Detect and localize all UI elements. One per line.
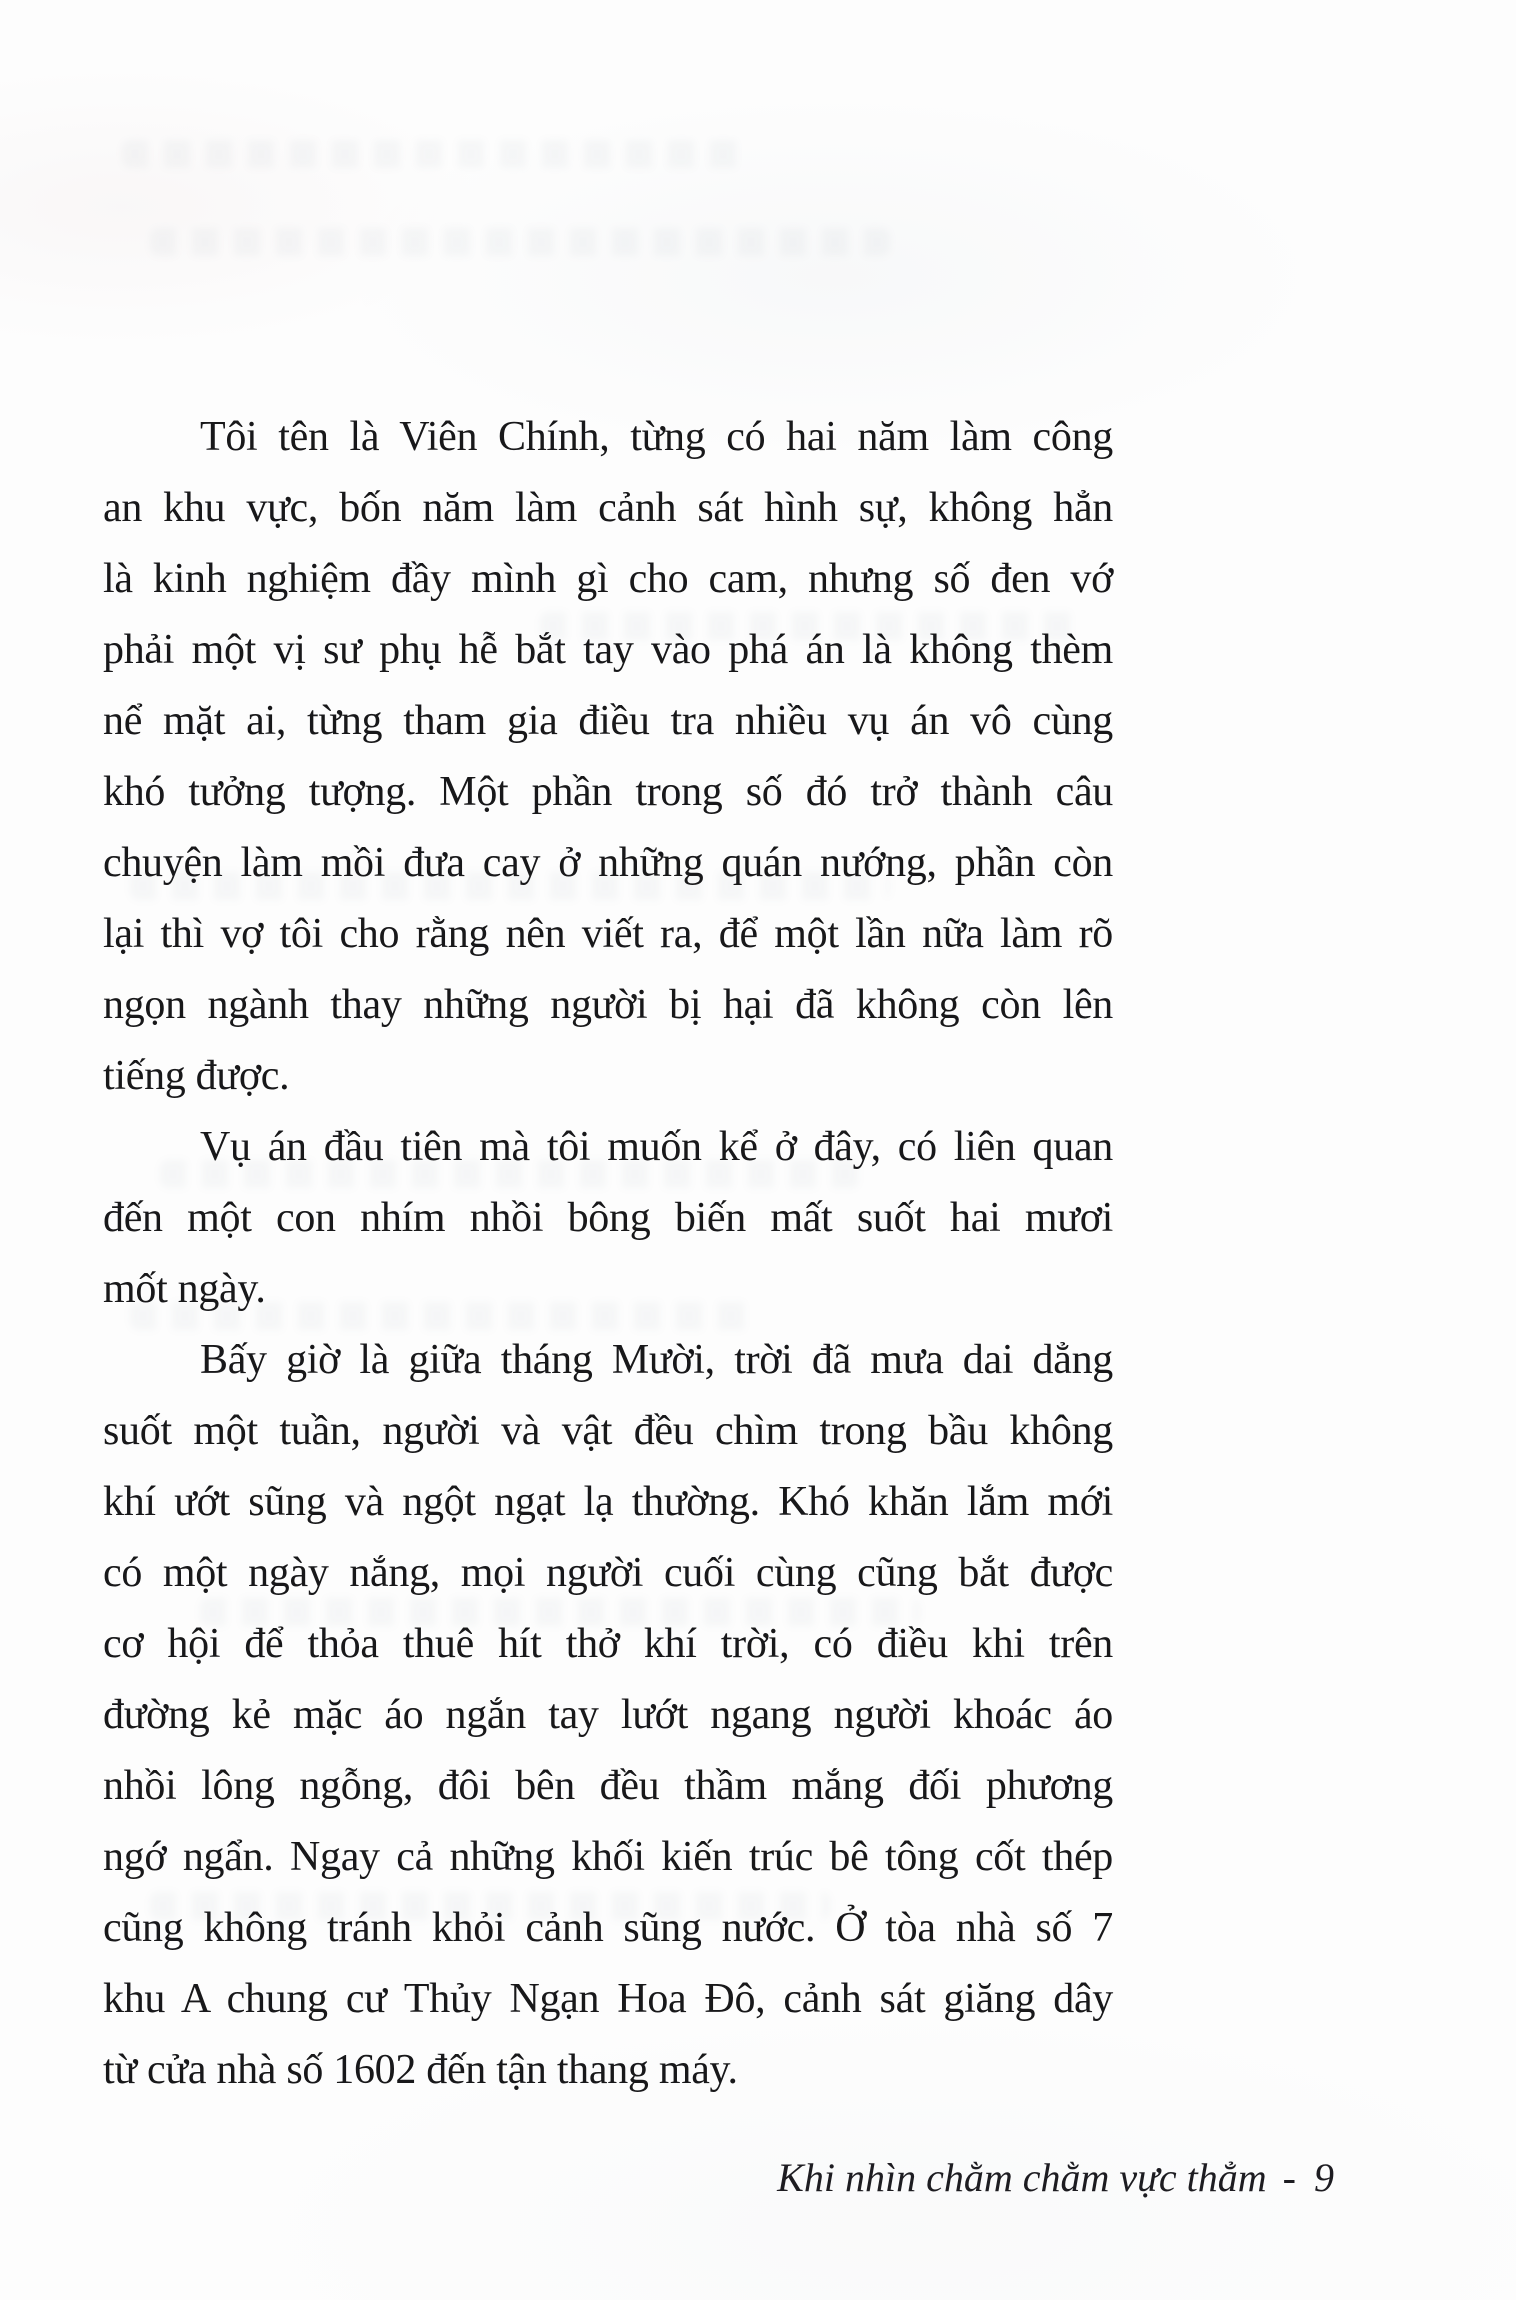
text-line: suốt một tuần, người và vật đều chìm trong bầu không [103, 1408, 1113, 1454]
paragraph [103, 1325, 1113, 2106]
text-line: khí ướt sũng và ngột ngạt lạ thường. Khó khăn lắm mới [103, 1479, 1113, 1525]
text-line: nhồi lông ngỗng, đôi bên đều thầm mắng đối phương [103, 1763, 1113, 1809]
text-block [103, 402, 1113, 2106]
text-line: từ cửa nhà số 1602 đến tận thang máy. [103, 2047, 738, 2093]
text-line: cũng không tránh khỏi cảnh sũng nước. Ở tòa nhà số 7 [103, 1905, 1113, 1951]
text-line: chuyện làm mồi đưa cay ở những quán nướng, phần còn [103, 840, 1113, 886]
text-line: Bấy giờ là giữa tháng Mười, trời đã mưa dai dẳng [200, 1337, 1113, 1383]
text-line: có một ngày nắng, mọi người cuối cùng cũng bắt được [103, 1550, 1113, 1596]
text-line: an khu vực, bốn năm làm cảnh sát hình sự, không hẳn [103, 485, 1113, 531]
text-line: ngọn ngành thay những người bị hại đã không còn lên [103, 982, 1113, 1028]
text-line: đến một con nhím nhồi bông biến mất suốt hai mươi [103, 1195, 1113, 1241]
footer-separator: - [1282, 2155, 1296, 2200]
text-line: Tôi tên là Viên Chính, từng có hai năm làm công [200, 414, 1113, 460]
text-line: nể mặt ai, từng tham gia điều tra nhiều vụ án vô cùng [103, 698, 1113, 744]
text-line: mốt ngày. [103, 1266, 266, 1312]
text-line: khu A chung cư Thủy Ngạn Hoa Đô, cảnh sát giăng dây [103, 1976, 1113, 2022]
paragraph [103, 1112, 1113, 1325]
text-line: cơ hội để thỏa thuê hít thở khí trời, có điều khi trên [103, 1621, 1113, 1667]
text-line: tiếng được. [103, 1053, 290, 1099]
text-line: đường kẻ mặc áo ngắn tay lướt ngang người khoác áo [103, 1692, 1113, 1738]
footer-page-number: 9 [1314, 2155, 1335, 2200]
text-line: ngớ ngẩn. Ngay cả những khối kiến trúc bê tông cốt thép [103, 1834, 1113, 1880]
text-line: khó tưởng tượng. Một phần trong số đó trở thành câu [103, 769, 1113, 815]
text-line: là kinh nghiệm đầy mình gì cho cam, nhưng số đen vớ [103, 556, 1113, 602]
text-line: phải một vị sư phụ hễ bắt tay vào phá án là không thèm [103, 627, 1113, 673]
footer-running-title: Khi nhìn chằm chằm vực thẳm [777, 2155, 1267, 2200]
paragraph [103, 402, 1113, 1112]
text-line: lại thì vợ tôi cho rằng nên viết ra, để một lần nữa làm rõ [103, 911, 1113, 957]
page-footer [777, 2150, 1335, 2206]
text-line: Vụ án đầu tiên mà tôi muốn kể ở đây, có liên quan [200, 1124, 1113, 1170]
